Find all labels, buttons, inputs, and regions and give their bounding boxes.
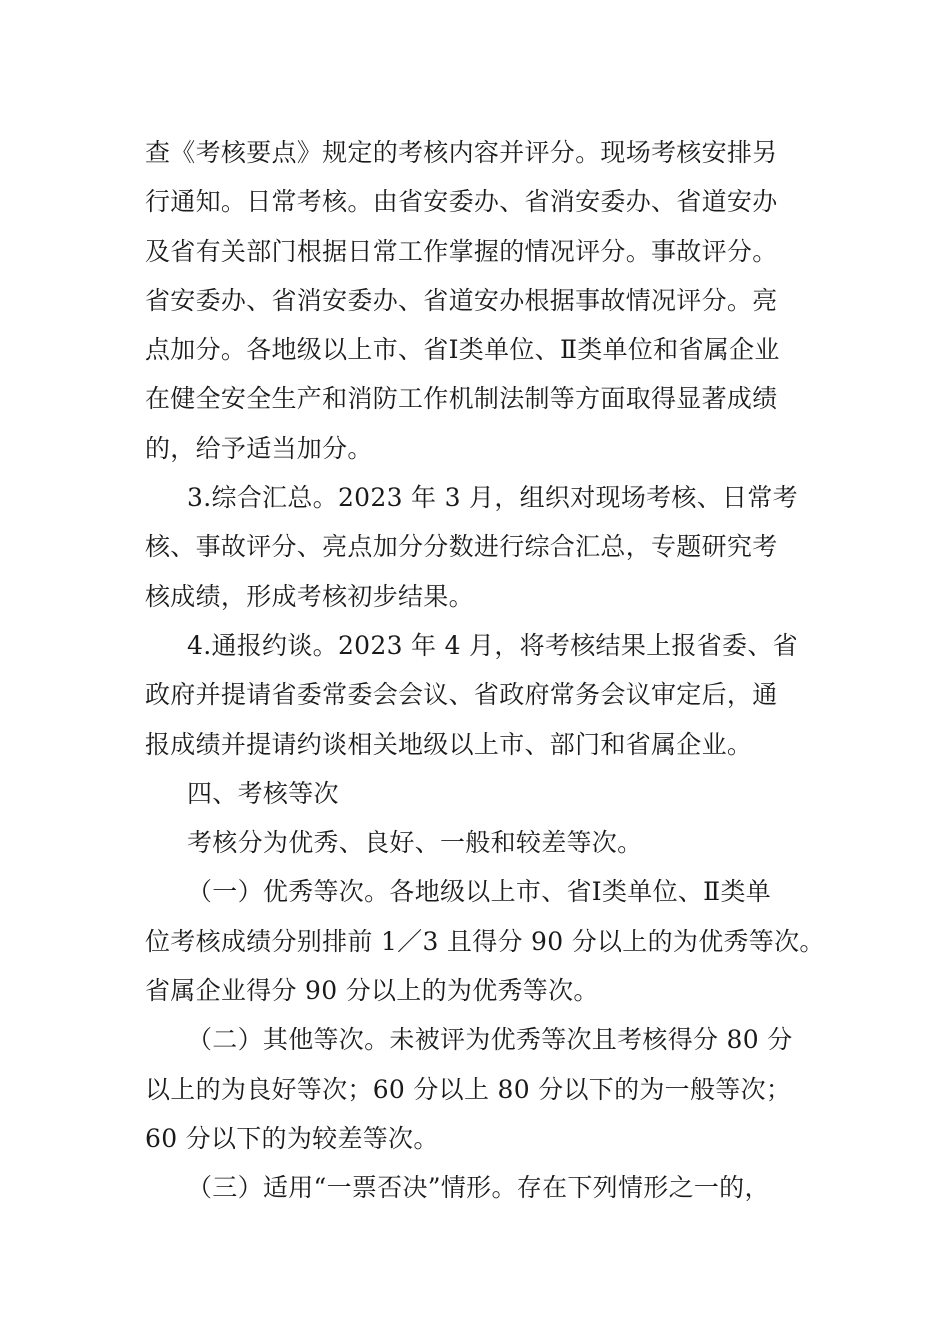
text-line: 省安委办、省消安委办、省道安办根据事故情况评分。亮 (145, 285, 778, 315)
text-line: 位考核成绩分别排前 1／3 且得分 90 分以上的为优秀等次。 (145, 926, 825, 956)
text-line: （一）优秀等次。各地级以上市、省Ⅰ类单位、Ⅱ类单 (187, 877, 772, 907)
text-line: （二）其他等次。未被评为优秀等次且考核得分 80 分 (187, 1025, 793, 1055)
text-line: 点加分。各地级以上市、省Ⅰ类单位、Ⅱ类单位和省属企业 (145, 335, 780, 365)
text-line: 政府并提请省委常委会会议、省政府常务会议审定后，通 (145, 680, 778, 710)
text-line: 在健全安全生产和消防工作机制法制等方面取得显著成绩 (145, 384, 778, 414)
text-line: 核成绩，形成考核初步结果。 (145, 581, 474, 611)
text-line: 省属企业得分 90 分以上的为优秀等次。 (145, 976, 599, 1006)
document-body (145, 128, 825, 1213)
text-line: 3.综合汇总。2023 年 3 月，组织对现场考核、日常考 (187, 483, 798, 513)
text-line: 60 分以下的为较差等次。 (145, 1123, 439, 1153)
text-line: 核、事故评分、亮点加分分数进行综合汇总，专题研究考 (145, 532, 778, 562)
text-line: 的，给予适当加分。 (145, 433, 373, 463)
section-heading: 四、考核等次 (187, 778, 339, 808)
text-line: 查《考核要点》规定的考核内容并评分。现场考核安排另 (145, 138, 778, 167)
text-line: 行通知。日常考核。由省安委办、省消安委办、省道安办 (145, 187, 778, 217)
text-line: （三）适用“一票否决”情形。存在下列情形之一的， (187, 1173, 770, 1203)
text-line: 及省有关部门根据日常工作掌握的情况评分。事故评分。 (145, 236, 778, 266)
text-line: 报成绩并提请约谈相关地级以上市、部门和省属企业。 (145, 729, 753, 759)
text-line: 考核分为优秀、良好、一般和较差等次。 (187, 828, 643, 858)
text-line: 4.通报约谈。2023 年 4 月，将考核结果上报省委、省 (187, 630, 798, 660)
text-line: 以上的为良好等次；60 分以上 80 分以下的为一般等次； (145, 1074, 792, 1104)
